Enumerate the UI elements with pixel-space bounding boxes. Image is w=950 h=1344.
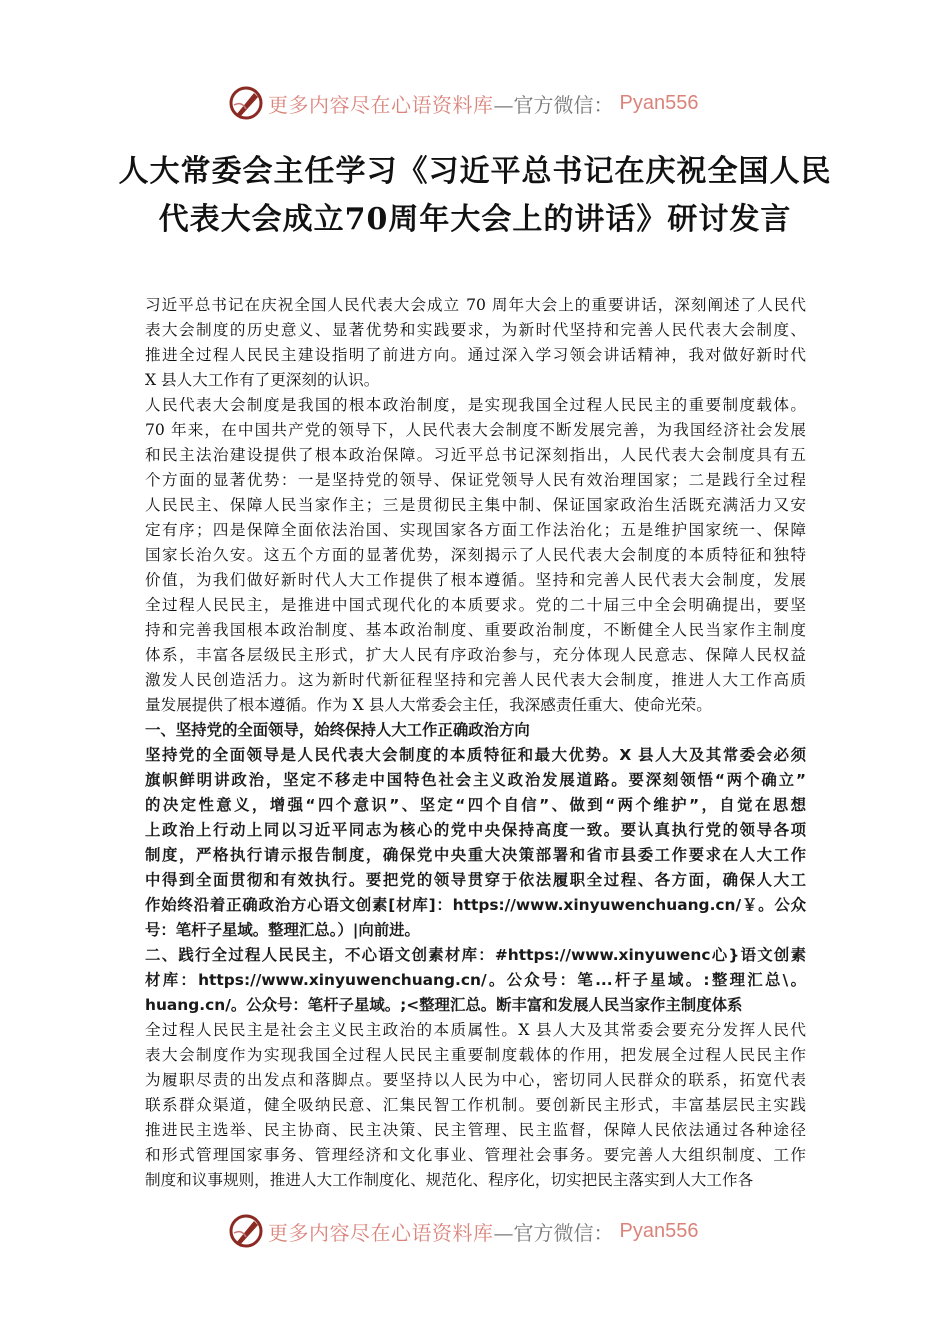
text-line: 量发展提供了根本遵循。作为 X 县人大常委会主任，我深感责任重大、使命光荣。: [145, 696, 712, 714]
watermark-dash: —官方微信：: [493, 1220, 614, 1245]
text-line: 习近平总书记在庆祝全国人民代表大会成立 70 周年大会上的重要讲话，深刻阐述了人民代: [145, 296, 806, 314]
text-line: X 县人大工作有了更深刻的认识。: [145, 371, 380, 389]
text-line: 中得到全面贯彻和有效执行。要把党的领导贯穿于依法履职全过程、各方面，确保人大工: [145, 871, 806, 889]
text-line: 和民主法治建设提供了根本政治保障。习近平总书记深刻指出，人民代表大会制度具有五: [145, 446, 806, 464]
paragraph: [145, 1018, 806, 1193]
text-line: huang.cn/。公众号：笔杆子星域。;<整理汇总。断丰富和发展人民当家作主制度体系: [145, 996, 743, 1014]
paragraph: [145, 393, 806, 718]
paragraph: [145, 743, 806, 943]
watermark-dash: —官方微信：: [493, 92, 614, 117]
text-line: 坚持党的全面领导是人民代表大会制度的本质特征和最大优势。X 县人大及其常委会必须: [145, 746, 806, 764]
watermark-wechat: Pyan556: [619, 1219, 699, 1242]
text-line: 体系，丰富各层级民主形式，扩大人民有序政治参与，充分体现人民意志、保障人民权益: [145, 646, 806, 664]
document-body: [145, 293, 806, 1193]
text-line: 旗帜鲜明讲政治，坚定不移走中国特色社会主义政治发展道路。要深刻领悟“两个确立”: [145, 771, 806, 789]
title-line: 人大常委会主任学习《习近平总书记在庆祝全国人民: [118, 154, 832, 189]
text-line: 表大会制度的历史意义、显著优势和实践要求，为新时代坚持和完善人民代表大会制度、: [145, 321, 806, 339]
text-line: 个方面的显著优势：一是坚持党的领导、保证党领导人民有效治理国家；二是践行全过程: [145, 471, 806, 489]
text-line: 联系群众渠道，健全吸纳民意、汇集民智工作机制。要创新民主形式，丰富基层民主实践: [145, 1096, 806, 1114]
text-line: 70 年来，在中国共产党的领导下，人民代表大会制度不断发展完善，为我国经济社会发展: [145, 421, 806, 439]
watermark-header: [228, 83, 728, 123]
watermark-brand: 更多内容尽在心语资料库: [268, 1220, 494, 1245]
paragraph: [145, 293, 806, 393]
paragraph: [145, 943, 806, 1018]
text-line: 为履职尽责的出发点和落脚点。要坚持以人民为中心，密切同人民群众的联系，拓宽代表: [145, 1071, 806, 1089]
text-line: 全过程人民民主是社会主义民主政治的本质属性。X 县人大及其常委会要充分发挥人民代: [145, 1021, 806, 1039]
watermark-footer: [228, 1211, 728, 1251]
text-line: 表大会制度作为实现我国全过程人民民主重要制度载体的作用，把发展全过程人民民主作: [145, 1046, 806, 1064]
text-line: 持和完善我国根本政治制度、基本政治制度、重要政治制度，不断健全人民当家作主制度: [145, 621, 806, 639]
text-line: 推进全过程人民民主建设指明了前进方向。通过深入学习领会讲话精神，我对做好新时代: [145, 346, 806, 364]
watermark-brand: 更多内容尽在心语资料库: [268, 92, 494, 117]
text-line: 和形式管理国家事务、管理经济和文化事业、管理社会事务。要完善人大组织制度、工作: [145, 1146, 806, 1164]
text-line: 作始终沿着正确政治方心语文创素[材库]：https://www.xinyuwenchuang.cn/￥。公众: [145, 896, 806, 914]
watermark-wechat: Pyan556: [619, 91, 699, 114]
paragraph: [145, 718, 806, 743]
text-line: 推进民主选举、民主协商、民主决策、民主管理、民主监督，保障人民依法通过各种途径: [145, 1121, 806, 1139]
document-title: [100, 148, 850, 244]
quill-logo-icon: [228, 1213, 264, 1249]
text-line: 国家长治久安。这五个方面的显著优势，深刻揭示了人民代表大会制度的本质特征和独特: [145, 546, 806, 564]
text-line: 激发人民创造活力。这为新时代新征程坚持和完善人民代表大会制度，推进人大工作高质: [145, 671, 806, 689]
text-line: 上政治上行动上同以习近平同志为核心的党中央保持高度一致。要认真执行党的领导各项: [145, 821, 806, 839]
text-line: 的决定性意义，增强“四个意识”、坚定“四个自信”、做到“两个维护”，自觉在思想: [145, 796, 806, 814]
text-line: 材库：https://www.xinyuwenchuang.cn/。公众号：笔...杆子星域。:整理汇总\。: [145, 971, 806, 989]
text-line: 全过程人民民主，是推进中国式现代化的本质要求。党的二十届三中全会明确提出，要坚: [145, 596, 806, 614]
text-line: 人民民主、保障人民当家作主；三是贯彻民主集中制、保证国家政治生活既充满活力又安: [145, 496, 806, 514]
quill-logo-icon: [228, 85, 264, 121]
text-line: 价值，为我们做好新时代人大工作提供了根本遵循。坚持和完善人民代表大会制度，发展: [145, 571, 806, 589]
text-line: 二、践行全过程人民民主，不心语文创素材库：#https://www.xinyuwenc心}语文创素: [145, 946, 806, 964]
text-line: 号：笔杆子星域。整理汇总。）|向前进。: [145, 921, 420, 939]
text-line: 一、坚持党的全面领导，始终保持人大工作正确政治方向: [145, 721, 530, 739]
text-line: 人民代表大会制度是我国的根本政治制度，是实现我国全过程人民民主的重要制度载体。: [145, 396, 806, 414]
text-line: 制度，严格执行请示报告制度，确保党中央重大决策部署和省市县委工作要求在人大工作: [145, 846, 806, 864]
title-line: 代表大会成立70周年大会上的讲话》研讨发言: [158, 202, 792, 237]
text-line: 定有序；四是保障全面依法治国、实现国家各方面工作法治化；五是维护国家统一、保障: [145, 521, 806, 539]
text-line: 制度和议事规则，推进人大工作制度化、规范化、程序化，切实把民主落实到人大工作各: [145, 1171, 754, 1189]
